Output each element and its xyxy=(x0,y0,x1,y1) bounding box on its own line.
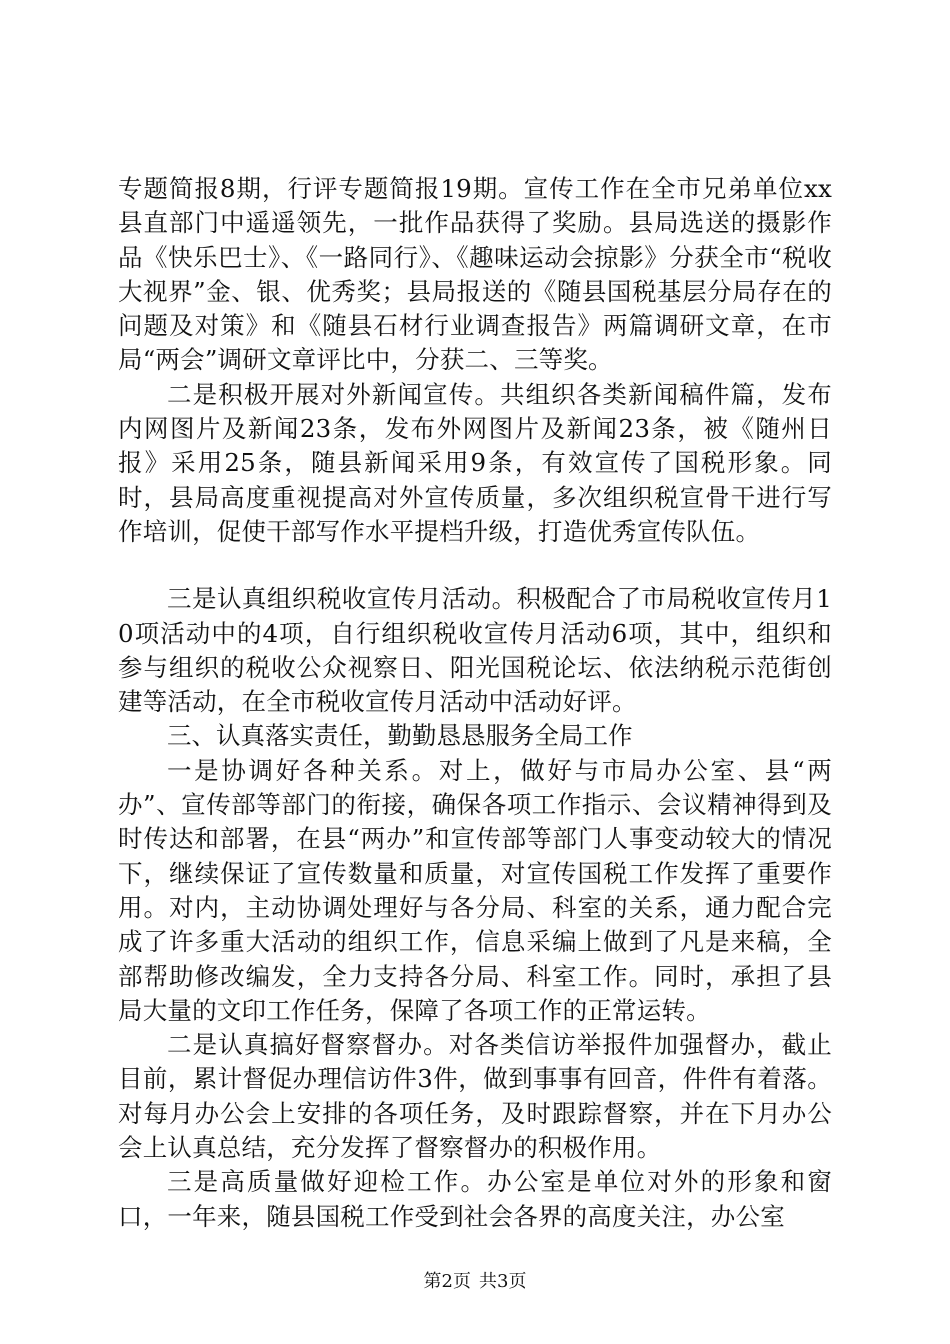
document-body xyxy=(118,172,832,1234)
paragraph-2: 二是积极开展对外新闻宣传。共组织各类新闻稿件篇，发布内网图片及新闻23条，发布外网图片及新闻23条，被《随州日报》采用25条，随县新闻采用9条，有效宣传了国税形象。同时，县局高度重视提高对外宣传质量，多次组织税宣骨干进行写作培训，促使干部写作水平提档升级，打造优秀宣传队伍。 xyxy=(118,379,832,546)
paragraph-3: 三是认真组织税收宣传月活动。积极配合了市局税收宣传月10项活动中的4项，自行组织税收宣传月活动6项，其中，组织和参与组织的税收公众视察日、阳光国税论坛、依法纳税示范街创建等活动，在全市税收宣传月活动中活动好评。 xyxy=(118,584,832,717)
paragraph-5: 二是认真搞好督察督办。对各类信访举报件加强督办，截止目前，累计督促办理信访件3件，做到事事有回音，件件有着落。对每月办公会上安排的各项任务，及时跟踪督察，并在下月办公会上认真总结，充分发挥了督察督办的积极作用。 xyxy=(118,1030,832,1163)
page-total: 共3页 xyxy=(479,1271,527,1292)
paragraph-1: 专题简报8期，行评专题简报19期。宣传工作在全市兄弟单位xx县直部门中遥遥领先，一批作品获得了奖励。县局选送的摄影作品《快乐巴士》、《一路同行》、《趣味运动会掠影》分获全市“税收大视界”金、银、优秀奖；县局报送的《随县国税基层分局存在的问题及对策》和《随县石材行业调查报告》两篇调研文章，在市局“两会”调研文章评比中，分获二、三等奖。 xyxy=(118,174,832,375)
paragraph-6: 三是高质量做好迎检工作。办公室是单位对外的形象和窗口，一年来，随县国税工作受到社会各界的高度关注，办公室 xyxy=(118,1167,832,1231)
page-number: 第2页 xyxy=(423,1271,471,1292)
section-heading: 三、认真落实责任，勤勤恳恳服务全局工作 xyxy=(167,721,633,751)
page-footer xyxy=(0,1270,950,1294)
paragraph-4: 一是协调好各种关系。对上，做好与市局办公室、县“两办”、宣传部等部门的衔接，确保各项工作指示、会议精神得到及时传达和部署，在县“两办”和宣传部等部门人事变动较大的情况下，继续保证了宣传数量和质量，对宣传国税工作发挥了重要作用。对内，主动协调处理好与各分局、科室的关系，通力配合完成了许多重大活动的组织工作，信息采编上做到了凡是来稿，全部帮助修改编发，全力支持各分局、科室工作。同时，承担了县局大量的文印工作任务，保障了各项工作的正常运转。 xyxy=(118,755,832,1025)
